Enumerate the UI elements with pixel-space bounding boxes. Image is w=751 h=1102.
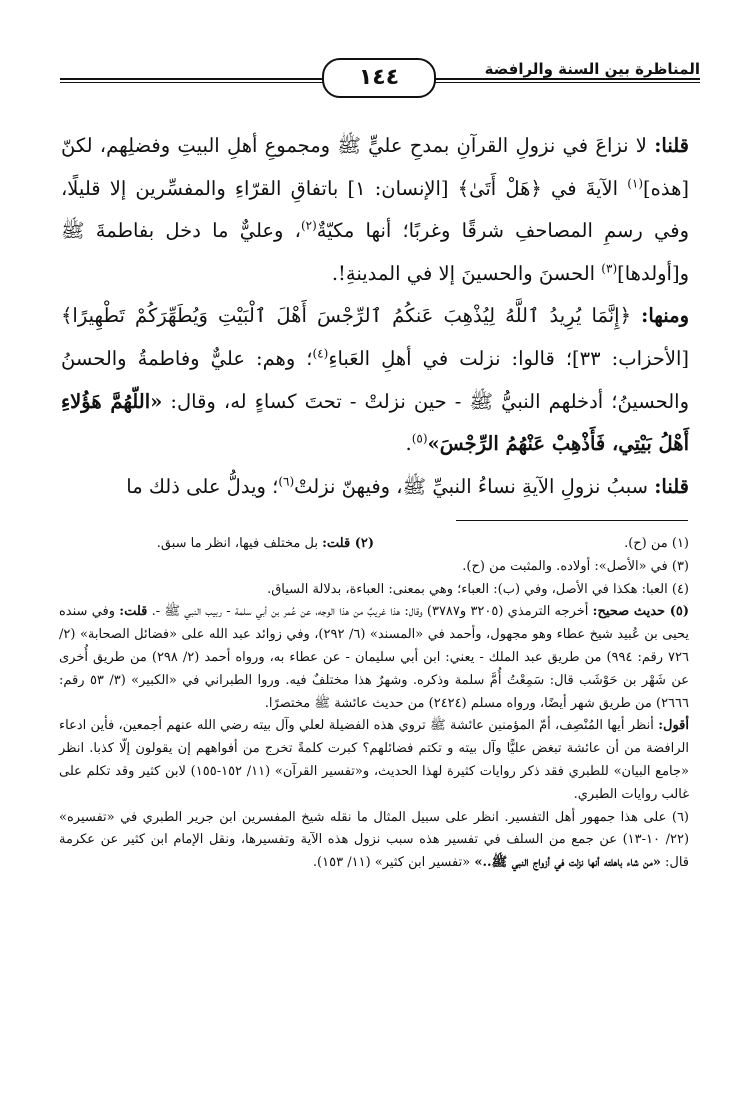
paragraph-text: ، وعليٌّ ما دخل بفاطمةَ ﷺ و[أولدها]: [61, 219, 689, 285]
footnote-text: بل مختلف فيها، انظر ما سبق.: [156, 536, 323, 551]
paragraph-1: [61, 125, 689, 295]
paragraph-text: ﴿إِنَّمَا يُرِيدُ ٱللَّهُ لِيُذْهِبَ عَنكُمُ ٱلرِّجْسَ أَهْلَ ٱلْبَيْتِ وَيُطَهِّرَكُمْ تَطْهِيرًا﴾ [الأحزاب: ٣٣]؛ قالوا: نزلت في أهلِ العَباءِ: [61, 304, 689, 370]
footnote-1: (١) من (ح).: [624, 536, 689, 551]
footnote-4: (٤) العبا: هكذا في الأصل، وفي (ب): العباء؛ وهي بمعنى: العباءة، بدلالة السياق.: [267, 581, 689, 597]
footnote-ref: (٣): [601, 261, 618, 276]
paragraph-text: ؛ ويدلُّ على ذلك ما: [126, 474, 279, 498]
paragraph-text: لا نزاعَ في نزولِ القرآنِ بمدحِ عليٍّ ﷺ ومجموعِ أهلِ البيتِ وفضلِهم، لكنّ [هذه]: [61, 134, 689, 200]
footnote-row: [59, 533, 689, 556]
paragraph-text: الآيةَ في ﴿هَلْ أَتَىٰ﴾ [الإنسان: ١] باتفاقِ القرّاءِ والمفسِّرين إلا قليلًا، وفي رسمِ المصاحفِ شرقًا وغربًا؛ أنها مكيّةٌ: [61, 176, 689, 243]
footnote-text: أخرجه الترمذي (٣٢٠٥ و٣٧٨٧) وقال: هذا غريبٌ من هذا الوجه، عن عُمر بن أبي سلمة - ربيب النبي ﷺ -.: [147, 604, 593, 620]
footnote-text: أنظر أيها المُنْصِف، أمّ المؤمنين عائشة ﷺ تروي هذه الفضيلة لعلي وآل بيته رضي الله عنهم أجمعين، فأين ادعاء الرافضة من أن عائشة تبغض عليًّا وآل بيته و تكتم فضائلهم؟ كبرت كلمةً تخرج من أفواههم إن يقولون إلّا كذبا. انظر «جامع البيان» للطبري فقد ذكر روايات كثيرة لهذا الحديث، و«تفسير القرآن» (١١/ ١٥٢-١٥٥) لابن كثير وقد تكلم على غالب روايات الطبري.: [59, 718, 689, 802]
footnote-text: (٦) على هذا جمهور أهل التفسير. انظر على سبيل المثال ما نقله شيخ المفسرين ابن جرير الطبري في «تفسيره» (٢٢/ ١٠-١٣) عن جمع من السلف في تفسير هذه سبب نزول هذه الآية وتفسيرها، ونقل الإمام ابن كثير عن عكرمة قال:: [59, 809, 690, 871]
footnote-ref: (٤): [312, 346, 329, 361]
paragraph-text: ؛ وهم: عليٌّ وفاطمةُ والحسنُ والحسينُ؛ أدخلهم النبيُّ ﷺ - حين نزلتْ - تحتَ كساءٍ له، وقال:: [61, 346, 689, 413]
running-header: [60, 58, 700, 98]
footnote-6: [59, 807, 689, 875]
paragraph-text: سببُ نزولِ الآيةِ نساءُ النبيِّ ﷺ، وفيهنّ نزلتْ: [294, 474, 655, 498]
paragraph-text: .: [405, 432, 412, 456]
paragraph-text: الحسنَ والحسينَ إلا في المدينةِ!.: [331, 261, 602, 285]
footnote-ref: (١): [627, 176, 644, 191]
footnote-label: (٥) حديث صحيح:: [592, 604, 689, 620]
paragraph-2: [61, 295, 689, 465]
running-title: المناظرة بين السنة والرافضة: [475, 60, 700, 78]
footnote-text: وفي سنده يحيى بن عُبيد شيخ عطاء وهو مجهول، وأحمد في «المسند» (٦/ ٢٩٢)، وفي زوائد عبد الله على «فضائل الصحابة» (٢/ ٧٢٦ رقم: ٩٩٤) من طريق عبد الملك - يعني: ابن أبي سليمان - عن عطاء به، ورواه أحمد (٢/ ٢٩٨) من طريق أُخرى عن شَهْر بن حَوْشَب قال: سَمِعْتُ أُمَّ سلمة وذكره. وشهرٌ هذا مختلفٌ فيه. وروا الطبراني في «الكبير» (٣/ ٥٣ رقم: ٢٦٦٦) من طريق شهر أيضًا، ورواه مسلم (٢٤٢٤) من حديث عائشة ﷺ مختصرًا.: [59, 604, 690, 711]
footnote-ref: (٦): [278, 474, 295, 489]
footnote-ref: (٢): [300, 218, 317, 233]
footnote-quote: «من شاء باهلته أنها نزلت في أزواج النبي ﷺ..»: [474, 855, 661, 871]
main-text: [61, 125, 689, 508]
footnotes: [59, 533, 689, 875]
paragraph-lead: قلنا:: [654, 474, 689, 498]
paragraph-3: [61, 466, 689, 509]
paragraph-lead: قلنا:: [654, 134, 689, 157]
footnote-label: (٢) قلت:: [322, 536, 374, 551]
footnote-5: [59, 601, 689, 715]
footnote-label: أقول:: [658, 718, 689, 734]
footnote-2: [59, 533, 374, 556]
footnote-ref: (٥): [411, 431, 428, 446]
footnote-label: قلت:: [119, 604, 148, 620]
footnote-separator: [456, 520, 688, 521]
footnote-text: «تفسير ابن كثير» (١١/ ١٥٣).: [312, 855, 475, 871]
footnote-5-comment: [59, 715, 689, 806]
page-number: ١٤٤: [322, 58, 436, 98]
paragraph-lead: ومنها:: [641, 304, 689, 328]
hadith-quote: «اللّهُمَّ هَؤُلاءِ أَهْلُ بَيْتِي، فَأَذْهِبْ عَنْهُمُ الرِّجْسَ»: [61, 389, 689, 456]
footnote-3: (٣) في «الأصل»: أولاده. والمثبت من (ح).: [462, 558, 689, 574]
